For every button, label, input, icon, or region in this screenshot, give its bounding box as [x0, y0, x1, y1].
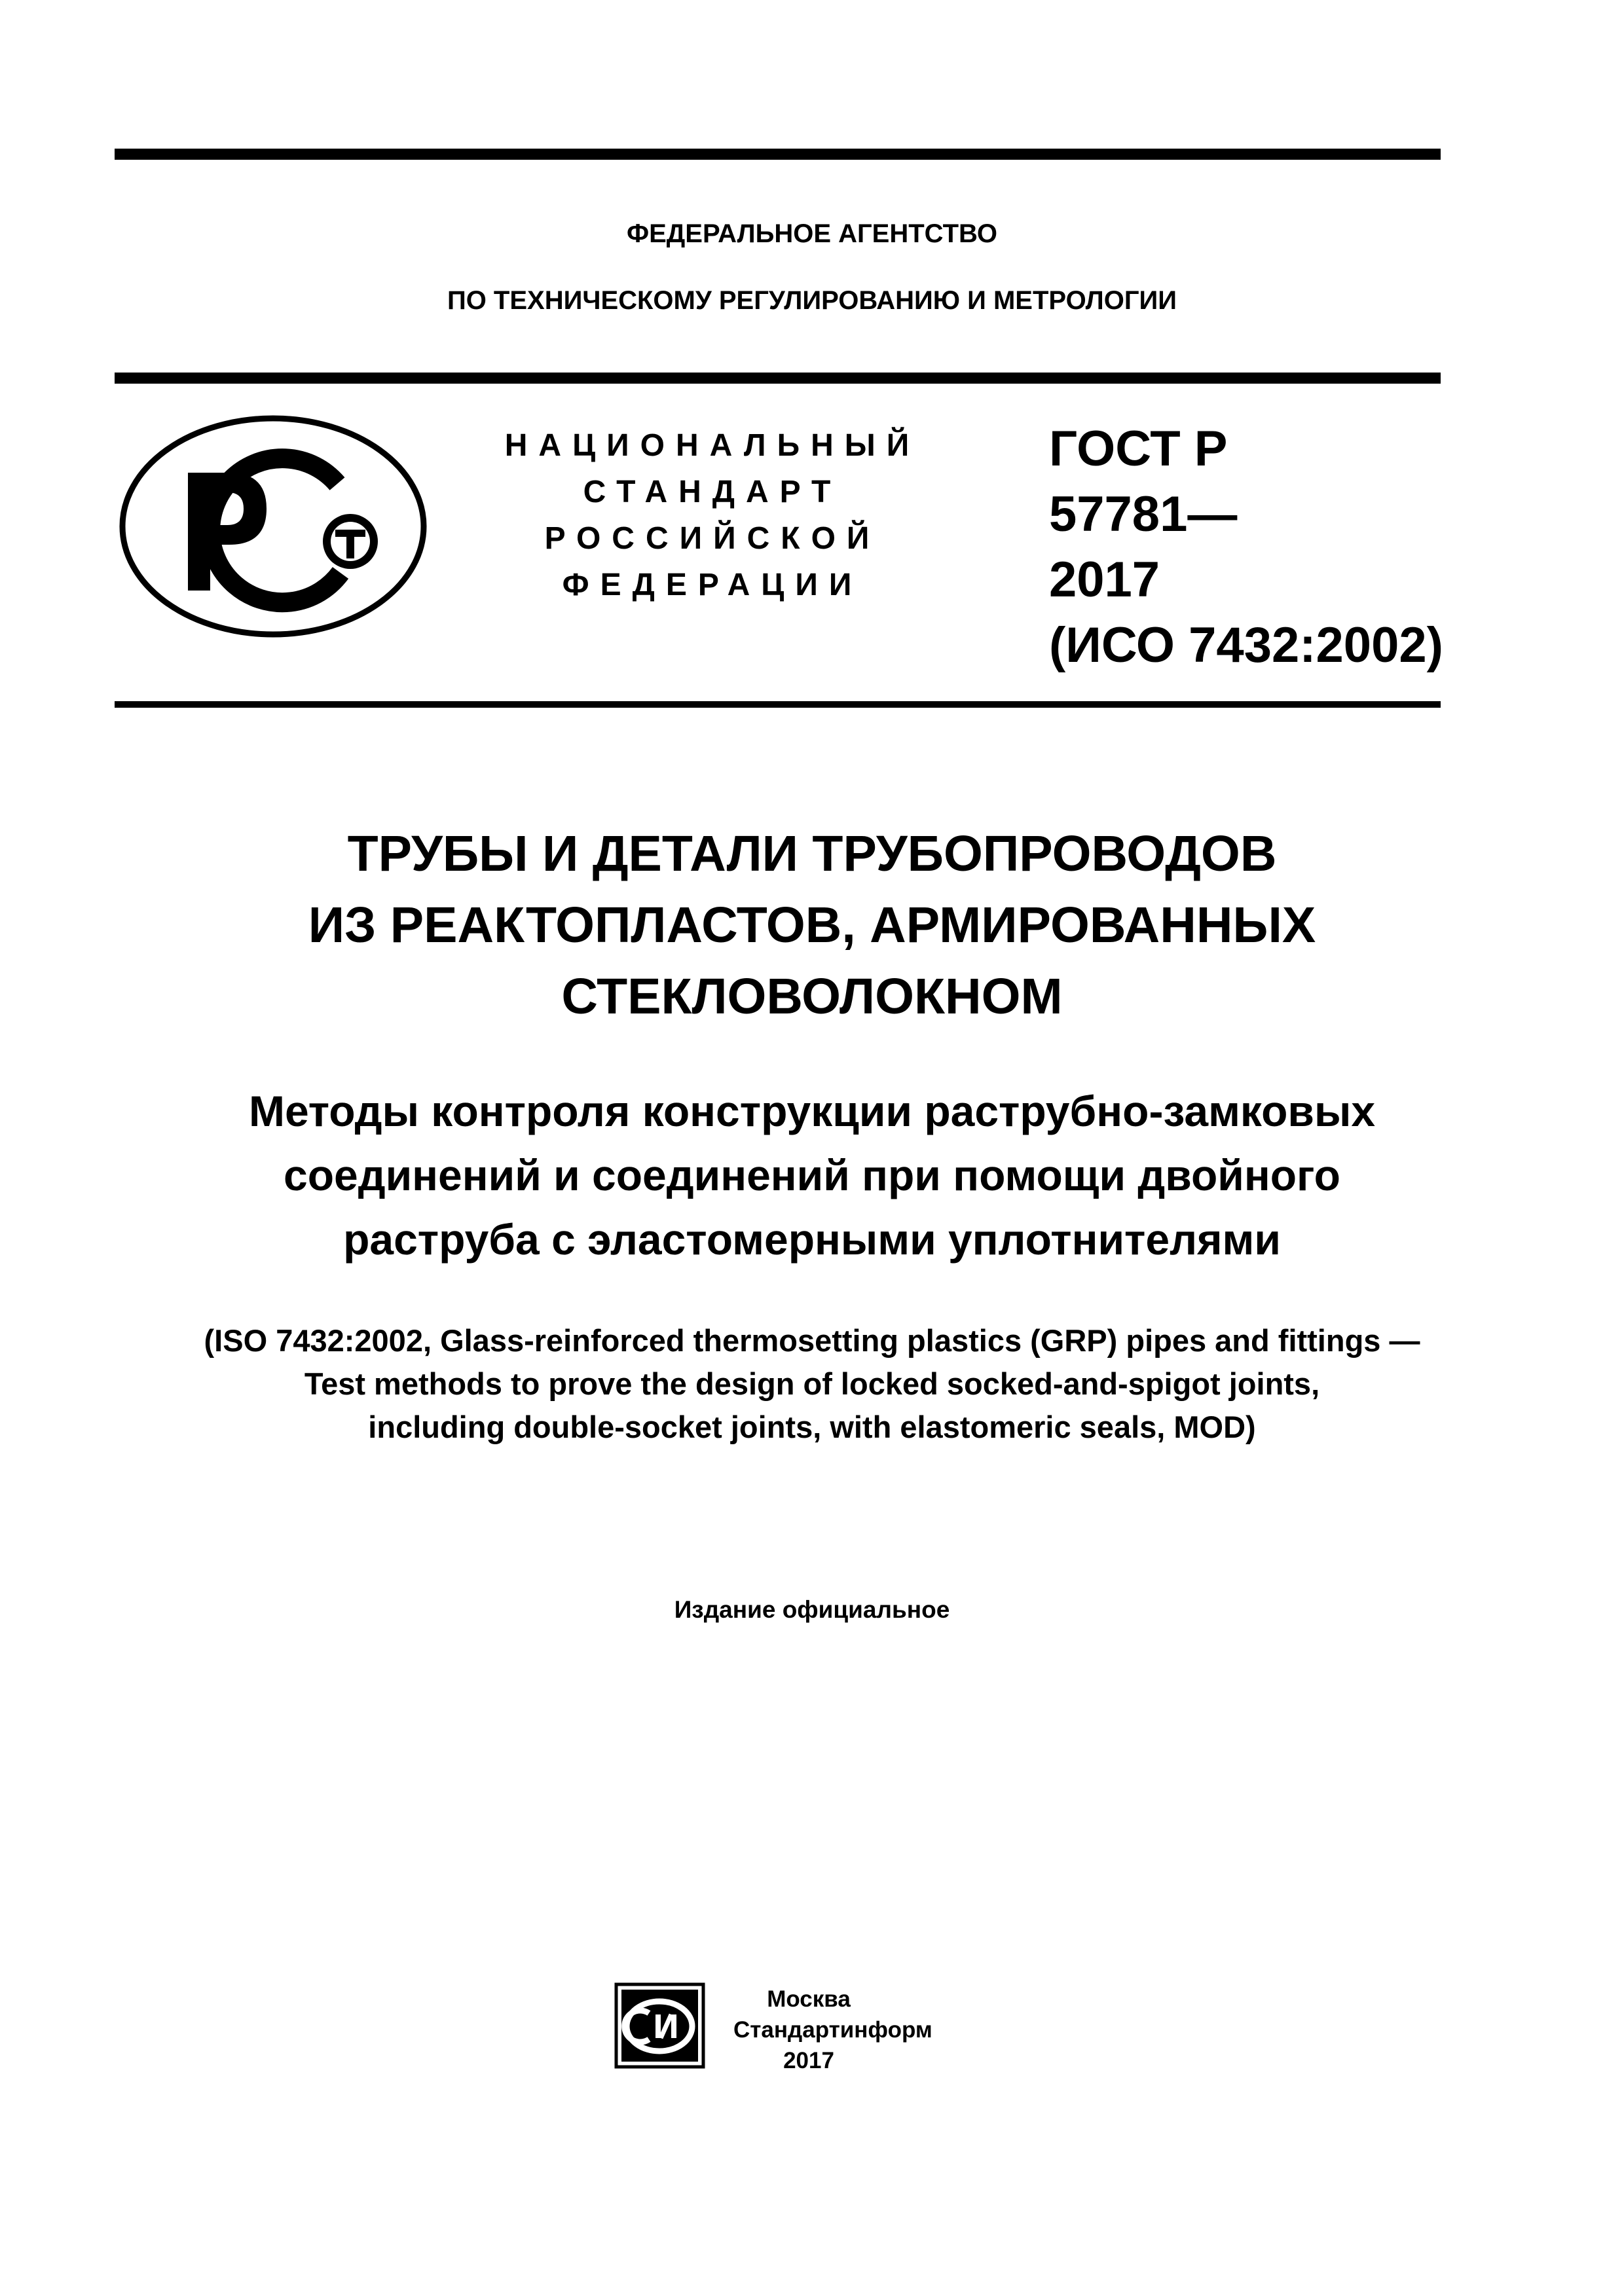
publisher-year: 2017 [783, 2048, 834, 2073]
top-divider [115, 149, 1441, 160]
rst-conformity-mark-icon [115, 410, 432, 643]
national-standard-line: ФЕДЕРАЦИИ [562, 568, 863, 602]
designation-line: 2017 [1049, 552, 1160, 608]
title-line: ТРУБЫ И ДЕТАЛИ ТРУБОПРОВОДОВ [347, 826, 1277, 882]
agency-name-line2: ПО ТЕХНИЧЕСКОМУ РЕГУЛИРОВАНИЮ И МЕТРОЛОГИИ [447, 286, 1177, 315]
iso-reference [0, 1319, 1624, 1449]
designation-line: (ИСО 7432:2002) [1049, 617, 1443, 673]
iso-reference-line: (ISO 7432:2002, Glass-reinforced thermosetting plastics (GRP) pipes and fittings — [204, 1323, 1420, 1358]
publisher-name: Стандартинформ [733, 2017, 932, 2043]
iso-reference-line: including double-socket joints, with elastomeric seals, MOD) [368, 1410, 1256, 1444]
header-divider [115, 373, 1441, 384]
iso-reference-line: Test methods to prove the design of locked socked-and-spigot joints, [304, 1366, 1320, 1401]
national-standard-line: СТАНДАРТ [583, 475, 842, 509]
designation-divider [115, 701, 1441, 708]
national-standard-label [483, 422, 942, 608]
document-subtitle [0, 1079, 1624, 1271]
national-standard-line: НАЦИОНАЛЬНЫЙ [504, 428, 921, 463]
title-line: ИЗ РЕАКТОПЛАСТОВ, АРМИРОВАННЫХ [308, 897, 1316, 953]
title-line: СТЕКЛОВОЛОКНОМ [561, 968, 1063, 1025]
agency-name-line1: ФЕДЕРАЛЬНОЕ АГЕНТСТВО [626, 219, 998, 248]
standard-designation [1049, 416, 1442, 678]
designation-line: 57781— [1049, 486, 1238, 542]
publisher-info [733, 1984, 932, 2076]
standartinform-logo-icon [612, 1980, 707, 2071]
subtitle-line: Методы контроля конструкции раструбно-замковых [248, 1087, 1376, 1135]
subtitle-line: раструба с эластомерными уплотнителями [343, 1215, 1281, 1264]
document-title [0, 818, 1624, 1032]
designation-line: ГОСТ Р [1049, 421, 1228, 477]
national-standard-line: РОССИЙСКОЙ [544, 521, 881, 556]
subtitle-line: соединений и соединений при помощи двойного [283, 1151, 1340, 1199]
edition-label: Издание официальное [674, 1596, 950, 1623]
publisher-city: Москва [767, 1986, 851, 2012]
